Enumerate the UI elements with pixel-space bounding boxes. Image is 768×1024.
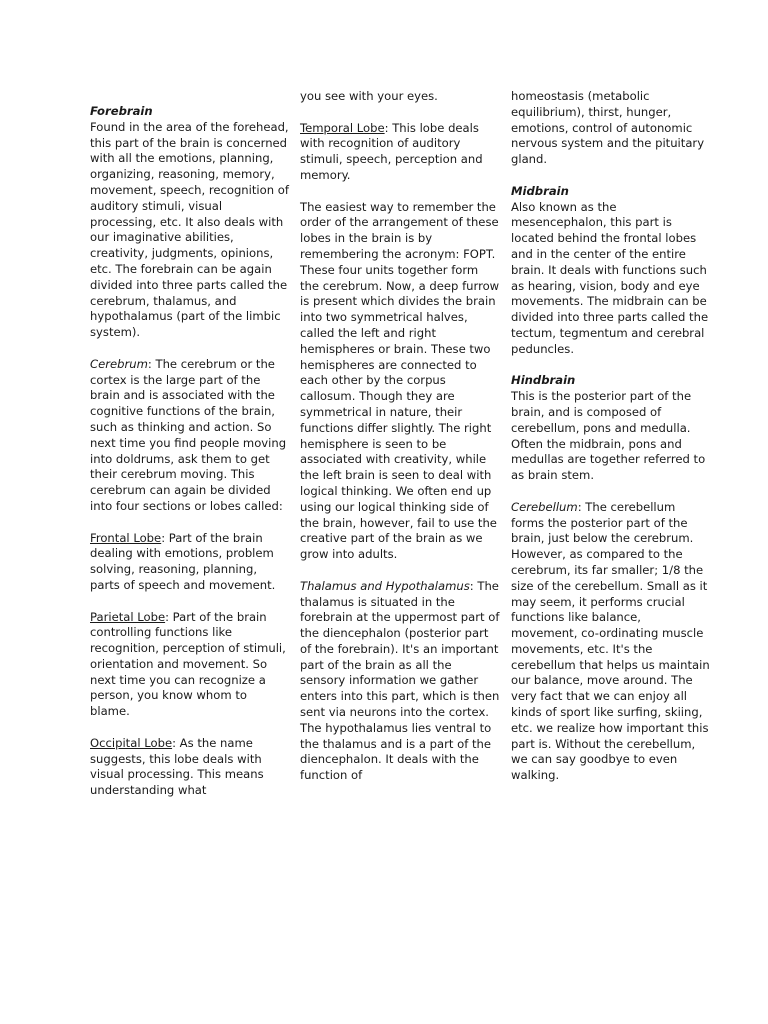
- temporal-lobe-text: : This lobe deals with recognition of auditory stimuli, speech, perception and memory.: [300, 120, 483, 182]
- parietal-lobe-paragraph: [90, 610, 290, 721]
- cerebellum-paragraph: [511, 500, 711, 784]
- midbrain-heading: Midbrain: [511, 183, 569, 198]
- midbrain-section: [511, 184, 711, 358]
- thalamus-paragraph: [300, 579, 500, 784]
- column-3: [511, 89, 711, 784]
- forebrain-section: [90, 104, 290, 341]
- temporal-lobe-term: Temporal Lobe: [300, 120, 385, 135]
- parietal-lobe-term: Parietal Lobe: [90, 609, 166, 624]
- hindbrain-text: This is the posterior part of the brain, and is composed of cerebellum, pons and medulla. Often the midbrain, pons and medullas are together referred to as brain stem.: [511, 389, 706, 483]
- parietal-lobe-text: : Part of the brain controlling functions like recognition, perception of stimuli, orientation and movement. So next time you can recognize a person, you know whom to blame.: [90, 609, 286, 719]
- cerebellum-term: Cerebellum: [511, 499, 578, 514]
- homeostasis-paragraph: [511, 89, 711, 168]
- occipital-lobe-term: Occipital Lobe: [90, 735, 173, 750]
- forebrain-text: Found in the area of the forehead, this part of the brain is concerned with all the emotions, planning, organizing, reasoning, memory, movement, speech, recognition of auditory stimuli, visual processing, etc. It also deals with our imaginative abilities, creativity, judgments, opinions, etc. The forebrain can be again divided into three parts called the cerebrum, thalamus, and hypothalamus (part of the limbic system).: [90, 119, 289, 340]
- cerebrum-term: Cerebrum: [90, 356, 148, 371]
- continuation-text: you see with your eyes.: [300, 89, 438, 103]
- thalamus-text: : The thalamus is situated in the forebrain at the uppermost part of the diencephalon (posterior part of the forebrain). It's an important part of the brain as all the sensory information we gather enters into this part, which is then sent via neurons into the cortex. The hypothalamus lies ventral to the thalamus and is a part of the diencephalon. It deals with the function of: [300, 578, 500, 783]
- column-2: [300, 89, 500, 784]
- frontal-lobe-text: : Part of the brain dealing with emotions, problem solving, reasoning, planning, parts of speech and movement.: [90, 530, 276, 592]
- column-1: [90, 104, 290, 799]
- occipital-lobe-paragraph: [90, 736, 290, 799]
- occipital-lobe-text: : As the name suggests, this lobe deals with visual processing. This means understanding what: [90, 735, 264, 798]
- frontal-lobe-term: Frontal Lobe: [90, 530, 162, 545]
- frontal-lobe-paragraph: [90, 531, 290, 594]
- hindbrain-section: [511, 373, 711, 484]
- cerebellum-text: : The cerebellum forms the posterior part of the brain, just below the cerebrum. However, as compared to the cerebrum, its far smaller; 1/8 the size of the cerebellum. Small as it may seem, it performs crucial functions like balance, movement, co-ordinating muscle movements, etc. It's the cerebellum that helps us maintain our balance, move around. The very fact that we can enjoy all kinds of sport like surfing, skiing, etc. we realize how important this part is. Without the cerebellum, we can say goodbye to even walking.: [511, 499, 710, 783]
- fopt-text: The easiest way to remember the order of the arrangement of these lobes in the brain is by remembering the acronym: FOPT. These four units together form the cerebrum. Now, a deep furrow is present which divides the brain into two symmetrical halves, called the left and right hemispheres or brain. These two hemispheres are connected to each other by the corpus callosum. Though they are symmetrical in nature, their functions differ slightly. The right hemisphere is seen to be associated with creativity, while the left brain is seen to deal with logical thinking. We often end up using our logical thinking side of the brain, however, fail to use the creative part of the brain as we grow into adults.: [300, 199, 500, 562]
- cerebrum-paragraph: [90, 357, 290, 515]
- fopt-paragraph: [300, 200, 500, 563]
- forebrain-heading: Forebrain: [90, 104, 153, 118]
- continuation-paragraph: [300, 89, 500, 105]
- temporal-lobe-paragraph: [300, 121, 500, 184]
- cerebrum-text: : The cerebrum or the cortex is the large part of the brain and is associated with the cognitive functions of the brain, such as thinking and action. So next time you find people moving into doldrums, ask them to get their cerebrum moving. This cerebrum can again be divided into four sections or lobes called:: [90, 356, 287, 513]
- midbrain-text: Also known as the mesencephalon, this part is located behind the frontal lobes and in the center of the entire brain. It deals with functions such as hearing, vision, body and eye movements. The midbrain can be divided into three parts called the tectum, tegmentum and cerebral peduncles.: [511, 199, 709, 356]
- thalamus-term: Thalamus and Hypothalamus: [300, 578, 470, 593]
- homeostasis-text: homeostasis (metabolic equilibrium), thirst, hunger, emotions, control of autonomic nervous system and the pituitary gland.: [511, 89, 705, 167]
- hindbrain-heading: Hindbrain: [511, 373, 576, 388]
